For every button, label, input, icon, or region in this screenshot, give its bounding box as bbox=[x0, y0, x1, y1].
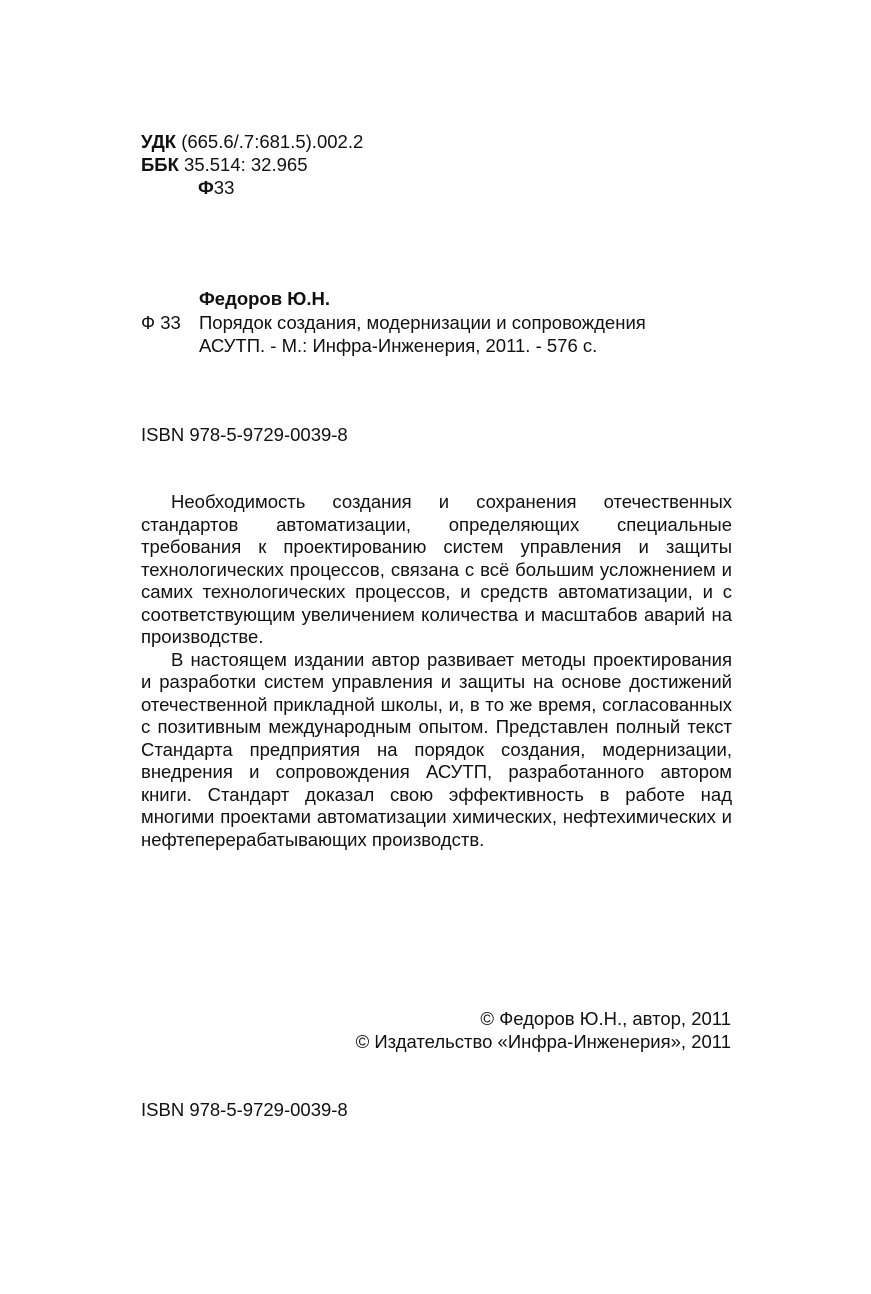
isbn-top: ISBN 978-5-9729-0039-8 bbox=[141, 424, 348, 445]
udk-value: (665.6/.7:681.5).002.2 bbox=[181, 131, 364, 152]
abstract-paragraph-1: Необходимость создания и сохранения отечественных стандартов автоматизации, определяющих специальные требования к проектированию систем управления и защиты технологических процессов, связана с всё большим усложнением и самих технологических процессов, и средств автоматизации, и с соответствующим увеличением количества и масштабов аварий на производстве. bbox=[141, 491, 732, 647]
isbn-bottom: ISBN 978-5-9729-0039-8 bbox=[141, 1099, 348, 1120]
abstract-paragraph-2: В настоящем издании автор развивает методы проектирования и разработки систем управления и защиты на основе достижений отечественной прикладной школы, и, в то же время, согласованных с позитивным международным опытом. Представлен полный текст Стандарта предприятия на порядок создания, модернизации, внедрения и сопровождения АСУТП, разработанного автором книги. Стандарт доказал свою эффективность в работе над многими проектами автоматизации химических, нефтехимических и нефтеперерабатывающих производств. bbox=[141, 648, 732, 850]
author-mark-letter: Ф bbox=[198, 177, 214, 198]
author-name: Федоров Ю.Н. bbox=[199, 288, 330, 309]
copyright-publisher: © Издательство «Инфра-Инженерия», 2011 bbox=[355, 1031, 731, 1052]
catalog-mark: Ф 33 bbox=[141, 312, 181, 333]
author-mark-number: 33 bbox=[213, 177, 235, 198]
author-mark bbox=[198, 177, 234, 200]
udk-line bbox=[141, 131, 363, 154]
bbk-value: 35.514: 32.965 bbox=[184, 154, 308, 175]
bbk-line bbox=[141, 154, 307, 177]
bbk-label: ББК bbox=[141, 154, 179, 175]
udk-label: УДК bbox=[141, 131, 177, 152]
publication-imprint: АСУТП. - М.: Инфра-Инженерия, 2011. - 576 с. bbox=[199, 335, 598, 356]
copyright-author: © Федоров Ю.Н., автор, 2011 bbox=[480, 1008, 731, 1029]
book-title: Порядок создания, модернизации и сопровождения bbox=[199, 312, 646, 333]
abstract bbox=[141, 491, 732, 851]
